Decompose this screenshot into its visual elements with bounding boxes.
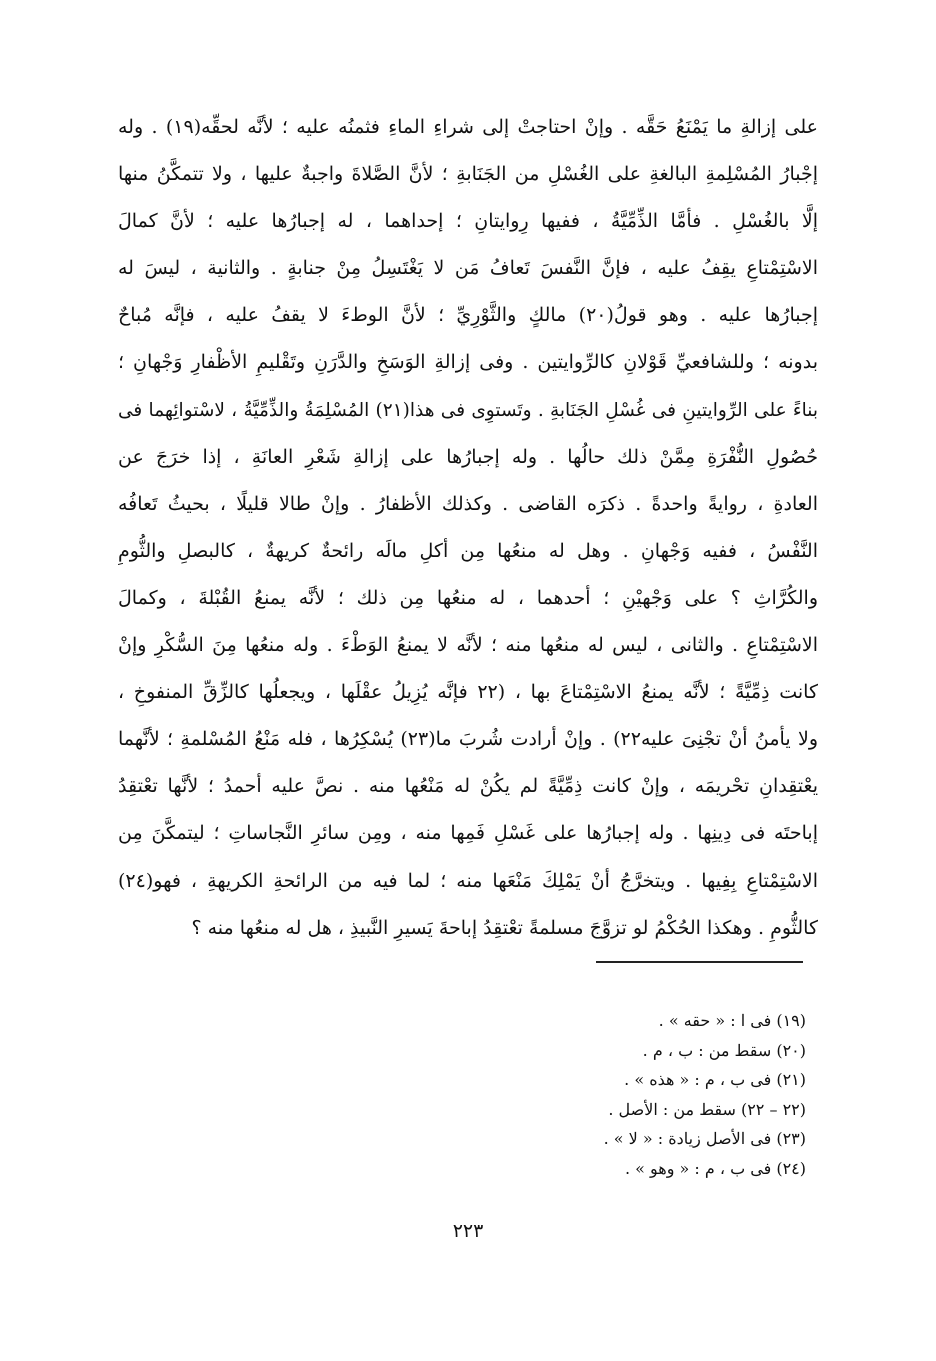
footnote: (٢٠) سقط من : ب ، م . (642, 1040, 806, 1060)
text-line: إجْبارُ المُسْلِمةِ البالغةِ على الغُسْلِ من الجَنَابةِ ؛ لأنَّ الصَّلاةَ واجبةٌ عليها ، ولا تتمكَّنُ منها (118, 163, 818, 186)
footnotes (406, 1006, 806, 1183)
text-line: كالثُّومِ . وهكذا الحُكْمُ لو تزوَّجَ مسلمةً تعْتقِدُ إباحةَ يَسيرِ النَّبيذِ ، هل له منعُها منه ؟ (191, 916, 818, 939)
text-line: العادةِ ، روايةً واحدةً . ذكرَه القاضى . وكذلك الأظفارُ . وإنْ طالا قليلًا ، بحيثُ تَعافُه (118, 492, 818, 515)
text-line: الاسْتِمْتاعِ يقِفُ عليه ، فإنَّ النَّفسَ تَعافُ مَن لا يَغْتَسِلُ مِنْ جنابةٍ . والثانية ، ليسَ له (118, 257, 818, 280)
text-line: بدونه ؛ وللشافعيِّ قَوْلانِ كالرِّوايتين . وفى إزالةِ الوَسَخِ والدَّرَنِ وتَقْليمِ الأظْفارِ وَجْهانِ ؛ (118, 351, 818, 374)
footnote: (٢٤) فى ب ، م : « وهو » . (624, 1158, 806, 1178)
main-text (118, 104, 818, 952)
page-number: ٢٢٣ (452, 1220, 484, 1242)
text-line: الاسْتِمْتاعِ . والثانى ، ليس له منعُها منه ؛ لأنَّه لا يمنعُ الوَطْءَ . وله منعُها مِنَ السُّكْرِ وإنْ (118, 634, 818, 657)
footnote-separator (596, 961, 803, 963)
footnote: (٢٣) فى الأصل زيادة : « لا » . (603, 1129, 806, 1148)
footnote: (٢٢ – ٢٢) سقط من : الأصل . (608, 1099, 806, 1119)
text-line: ولا يأمنُ أنْ تجْنِىَ عليه٢٢) . وإنْ أرادت شُربَ ما(٢٣) يُسْكِرُها ، فله مَنْعُ المُسْلمةِ ؛ لأنَّهما (118, 728, 818, 751)
text-line: بناءً على الرِّوايتينِ فى غُسْلِ الجَنَابةِ . وتَستوِى فى هذا(٢١) المُسْلِمَةُ والذِّمِّيَّةُ ، لاسْتوائِهما فى (118, 399, 818, 421)
text-line: حُصُولِ النُّفْرَةِ مِمَّنْ ذلك حالُها . وله إجبارُها على إزالةِ شَعْرِ العانَةِ ، إذا خرَجَ عن (118, 445, 818, 468)
footnote: (٢١) فى ب ، م : « هذه » . (624, 1070, 806, 1089)
text-line: إلَّا بالغُسْلِ . فأمَّا الذِّمِّيَّةُ ، ففيها رِوايتانِ ؛ إحداهما ، له إجبارُها عليه ؛ لأنَّ كمالَ (118, 210, 818, 233)
text-line: الاسْتِمْتاعِ بِفِيها . ويتخرَّجُ أنْ يَمْلِكَ مَنْعَها منه ؛ لما فيه من الرائحةِ الكريهةِ ، فهو(٢٤) (118, 869, 818, 892)
text-line: على إزالةِ ما يَمْنَعُ حَقَّه . وإنْ احتاجتْ إلى شراءِ الماءِ فثمنُه عليه ؛ لأنَّه لحقِّه(١٩) . وله (118, 116, 818, 138)
footnote: (١٩) فى ا : « حقه » . (658, 1011, 806, 1030)
text-line: كانت ذِمِّيَّةً ؛ لأنَّه يمنعُ الاسْتِمْتاعَ بها ، (٢٢ فإنَّه يُزِيلُ عقْلَها ، ويجعلُها كالزِّقِّ المنفوخِ ، (118, 681, 818, 704)
text-line: إباحتَه فى دِينِها . وله إجبارُها على غَسْلِ فَمِها منه ، ومِن سائرِ النَّجاساتِ ؛ ليتمكَّنَ مِن (118, 822, 818, 845)
text-line: إجبارُها عليه . وهو قولُ(٢٠) مالكٍ والثَّوْرِيِّ ؛ لأنَّ الوطءَ لا يقفُ عليه ، فإنَّه مُباحٌ (118, 304, 818, 327)
text-line: يعْتقِدانِ تحْريمَه ، وإنْ كانت ذِمِّيَّةً لم يكُنْ له مَنْعُها منه . نصَّ عليه أحمدُ ؛ لأنَّها تعْتقِدُ (118, 775, 818, 798)
text-line: والكُرَّاثِ ؟ على وَجْهيْنِ ؛ أحدهما ، له منعُها مِن ذلك ؛ لأنَّه يمنعُ القُبْلةَ ، وكمالَ (118, 586, 818, 609)
text-line: النَّفْسُ ، ففيه وَجْهانِ . وهل له منعُها مِن أكلِ مالَه رائحةٌ كريهةٌ ، كالبصلِ والثُّومِ (118, 539, 818, 562)
